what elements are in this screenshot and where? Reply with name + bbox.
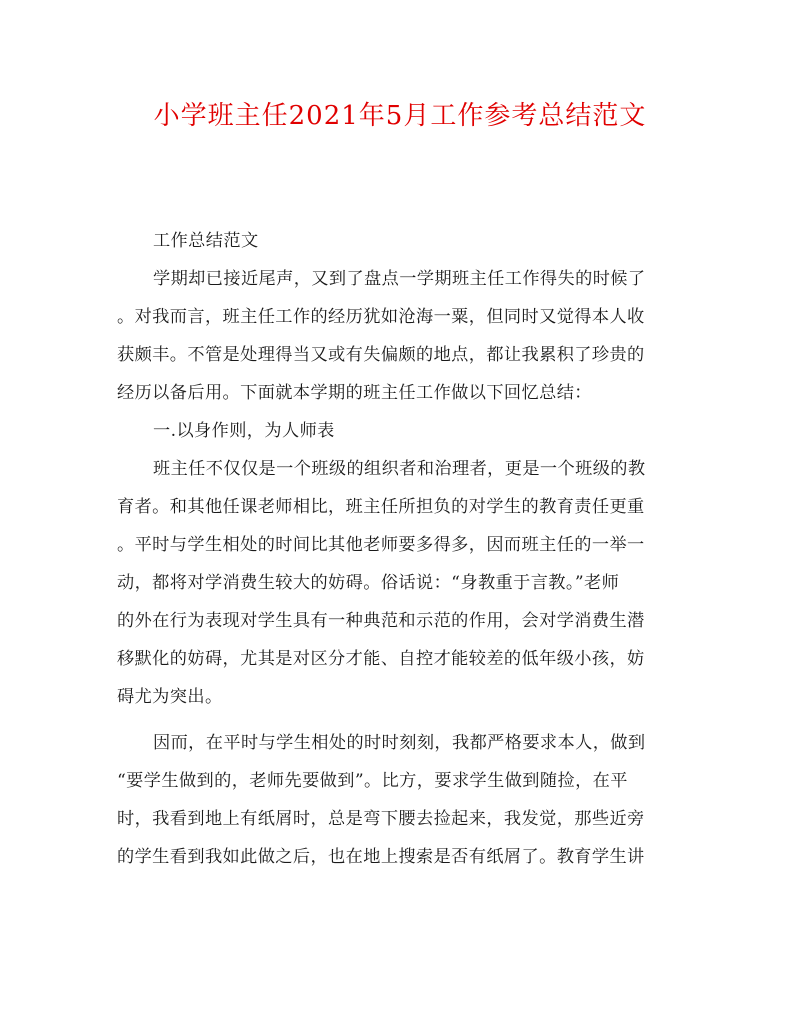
paragraph-line: 工作总结范文 bbox=[153, 231, 259, 251]
document-title: 小学班主任2021年5月工作参考总结范文 bbox=[153, 101, 647, 131]
paragraph-line: 经历以备后用。下面就本学期的班主任工作做以下回忆总结： bbox=[117, 383, 592, 403]
paragraph-line: 的学生看到我如此做之后，也在地上搜索是否有纸屑了。教育学生讲 bbox=[117, 847, 645, 867]
paragraph-line: 班主任不仅仅是一个班级的组织者和治理者，更是一个班级的教 bbox=[153, 459, 646, 479]
paragraph-line: 因而，在平时与学生相处的时时刻刻，我都严格要求本人，做到 bbox=[153, 733, 646, 753]
paragraph-line: 育者。和其他任课老师相比，班主任所担负的对学生的教育责任更重 bbox=[117, 497, 645, 517]
paragraph-line: 学期却已接近尾声，又到了盘点一学期班主任工作得失的时候了 bbox=[153, 269, 646, 289]
section-heading: 一.以身作则，为人师表 bbox=[153, 421, 335, 441]
paragraph-line: 获颇丰。不管是处理得当又或有失偏颇的地点，都让我累积了珍贵的 bbox=[117, 345, 645, 365]
document-body bbox=[117, 222, 687, 876]
paragraph-line: 的外在行为表现对学生具有一种典范和示范的作用，会对学消费生潜 bbox=[117, 611, 645, 631]
paragraph-line: 时，我看到地上有纸屑时，总是弯下腰去捡起来，我发觉，那些近旁 bbox=[117, 809, 645, 829]
paragraph-line: 碍尤为突出。 bbox=[117, 687, 223, 707]
paragraph-line: 动，都将对学消费生较大的妨碍。俗话说：“身教重于言教。”老师 bbox=[117, 573, 620, 593]
paragraph-line: 。对我而言，班主任工作的经历犹如沧海一粟，但同时又觉得本人收 bbox=[117, 307, 645, 327]
paragraph-line: 。平时与学生相处的时间比其他老师要多得多，因而班主任的一举一 bbox=[117, 535, 645, 555]
paragraph-line: 移默化的妨碍，尤其是对区分才能、自控才能较差的低年级小孩，妨 bbox=[117, 649, 645, 669]
paragraph-line: “要学生做到的，老师先要做到”。比方，要求学生做到随捡，在平 bbox=[117, 771, 628, 791]
